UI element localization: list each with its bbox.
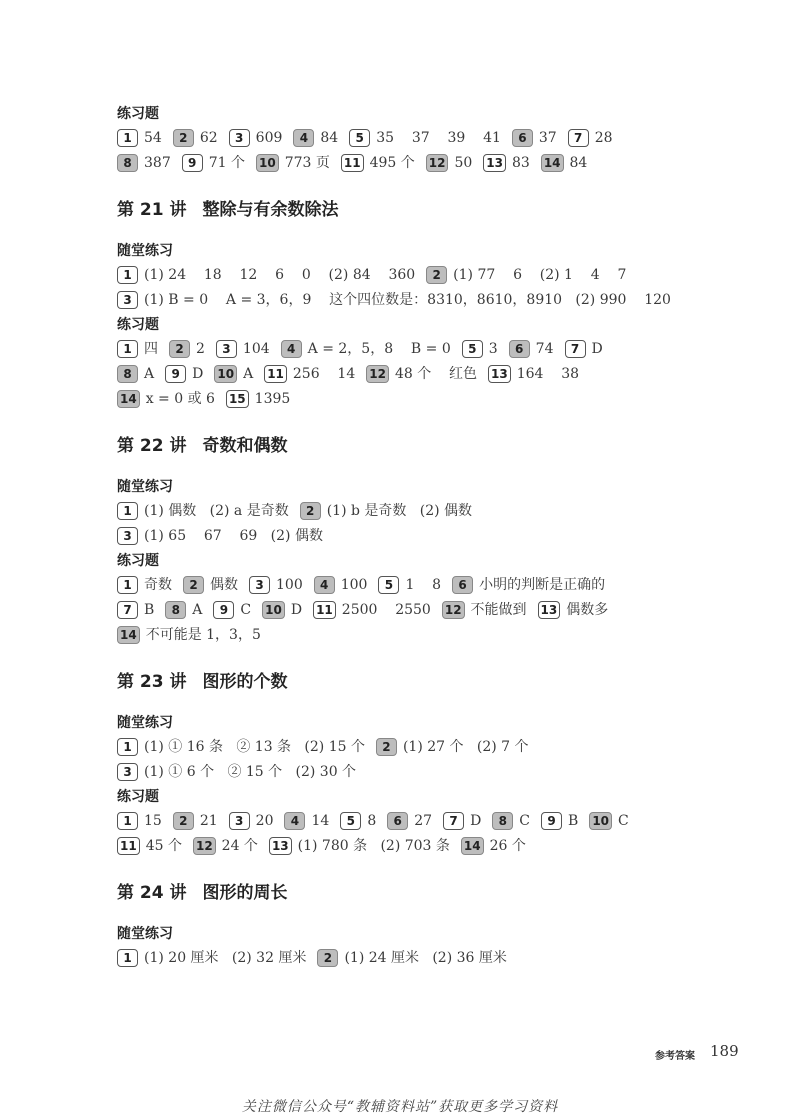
answer-item	[281, 337, 451, 362]
answer-item	[488, 362, 579, 387]
answer-text: (1) 24 厘米 (2) 36 厘米	[344, 950, 507, 966]
answer-item	[117, 126, 162, 151]
lecture-number: 第 24 讲	[117, 883, 187, 903]
answer-text: 3	[488, 341, 498, 357]
question-number-badge: 1	[117, 812, 138, 830]
answer-item	[213, 598, 251, 623]
answer-text: 84	[569, 155, 588, 171]
answer-text: (1) 20 厘米 (2) 32 厘米	[144, 950, 307, 966]
question-number-badge: 5	[462, 340, 483, 358]
answer-item	[165, 598, 202, 623]
lecture-name: 图形的个数	[202, 672, 288, 692]
question-number-badge: 3	[229, 812, 250, 830]
answer-item	[452, 573, 605, 598]
footer-label: 参考答案	[655, 1051, 695, 1062]
question-number-badge: 1	[117, 738, 138, 756]
answer-text: (1) 77 6 (2) 1 4 7	[453, 267, 627, 283]
answer-item	[317, 946, 506, 971]
question-number-badge: 2	[317, 949, 338, 967]
answer-item	[269, 834, 450, 859]
question-number-badge: 4	[293, 129, 314, 147]
question-number-badge: 12	[426, 154, 449, 172]
answer-content	[117, 102, 717, 971]
answer-text: 83	[511, 155, 530, 171]
answer-item	[300, 499, 472, 524]
question-number-badge: 7	[568, 129, 589, 147]
answer-text: (1) 偶数 (2) a 是奇数	[144, 503, 289, 519]
answer-item	[117, 288, 671, 313]
question-number-badge: 12	[442, 601, 465, 619]
answer-item	[366, 362, 477, 387]
question-number-badge: 15	[226, 390, 249, 408]
answer-text: 48 个 红色	[394, 366, 478, 382]
question-number-badge: 3	[117, 763, 138, 781]
question-number-badge: 12	[366, 365, 389, 383]
answer-text: 100	[276, 577, 303, 593]
answer-item	[426, 151, 473, 176]
answer-item	[340, 809, 376, 834]
answer-item	[226, 387, 290, 412]
question-number-badge: 1	[117, 129, 138, 147]
question-number-badge: 5	[349, 129, 370, 147]
question-number-badge: 2	[376, 738, 397, 756]
answer-item	[509, 337, 554, 362]
answer-line	[117, 623, 717, 648]
answer-line	[117, 151, 717, 176]
answer-text: 37	[538, 130, 557, 146]
answer-text: 387	[144, 155, 171, 171]
lecture-number: 第 21 讲	[117, 200, 187, 220]
answer-item	[443, 809, 481, 834]
answer-item	[229, 809, 274, 834]
answer-item	[182, 151, 245, 176]
question-number-badge: 8	[165, 601, 186, 619]
question-number-badge: 12	[193, 837, 216, 855]
question-number-badge: 9	[165, 365, 186, 383]
answer-text: 1 8	[405, 577, 442, 593]
question-number-badge: 3	[216, 340, 237, 358]
question-number-badge: 7	[443, 812, 464, 830]
answer-text: C	[519, 813, 531, 829]
question-number-badge: 6	[512, 129, 533, 147]
answer-text: D	[290, 602, 303, 618]
question-number-badge: 13	[488, 365, 511, 383]
question-number-badge: 2	[169, 340, 190, 358]
exercise-heading: 随堂练习	[117, 479, 173, 495]
answer-text: 小明的判断是正确的	[479, 577, 606, 593]
answer-text: 84	[320, 130, 339, 146]
question-number-badge: 1	[117, 266, 138, 284]
answer-line	[117, 499, 717, 524]
answer-text: (1) B = 0 A = 3，6，9 这个四位数是：8310，8610，8910 (2) 990 120	[144, 292, 671, 308]
question-number-badge: 8	[117, 365, 138, 383]
question-number-badge: 3	[117, 291, 138, 309]
exercise-heading: 练习题	[117, 106, 159, 122]
question-number-badge: 9	[541, 812, 562, 830]
answer-text: (1) 65 67 69 (2) 偶数	[144, 528, 323, 544]
answer-text: 27	[414, 813, 433, 829]
answer-text: A	[243, 366, 254, 382]
answer-item	[589, 809, 628, 834]
answer-line	[117, 760, 717, 785]
answer-item	[216, 337, 270, 362]
question-number-badge: 10	[256, 154, 279, 172]
question-number-badge: 6	[387, 812, 408, 830]
answer-item	[461, 834, 526, 859]
answer-text: 71 个	[208, 155, 245, 171]
answer-text: 773 页	[284, 155, 330, 171]
answer-text: 奇数	[144, 577, 172, 593]
question-number-badge: 2	[426, 266, 447, 284]
answer-item	[229, 126, 283, 151]
exercise-heading: 练习题	[117, 553, 159, 569]
answer-text: 15	[144, 813, 162, 829]
answer-line	[117, 834, 717, 859]
answer-item	[117, 809, 162, 834]
exercise-heading: 随堂练习	[117, 926, 173, 942]
answer-text: A = 2，5，8 B = 0	[307, 341, 451, 357]
question-number-badge: 11	[313, 601, 336, 619]
question-number-badge: 4	[314, 576, 335, 594]
lecture-number: 第 23 讲	[117, 672, 187, 692]
question-number-badge: 5	[378, 576, 399, 594]
answer-text: 609	[255, 130, 283, 146]
answer-item	[117, 946, 306, 971]
question-number-badge: 14	[541, 154, 564, 172]
answer-item	[426, 263, 626, 288]
answer-text: 62	[199, 130, 218, 146]
lecture-section	[117, 102, 717, 176]
answer-text: (1) 27 个 (2) 7 个	[402, 739, 529, 755]
lecture-section	[117, 195, 717, 412]
lecture-number: 第 22 讲	[117, 436, 187, 456]
question-number-badge: 13	[483, 154, 506, 172]
answer-line	[117, 598, 717, 623]
answer-text: 35 37 39 41	[376, 130, 501, 146]
answer-text: 100	[340, 577, 368, 593]
question-number-badge: 1	[117, 502, 138, 520]
answer-line	[117, 809, 717, 834]
answer-item	[293, 126, 338, 151]
answer-text: 256 14	[292, 366, 356, 382]
answer-text: 21	[199, 813, 218, 829]
question-number-badge: 7	[565, 340, 586, 358]
answer-text: 20	[255, 813, 274, 829]
question-number-badge: 3	[249, 576, 270, 594]
answer-text: 偶数	[210, 577, 238, 593]
answer-item	[442, 598, 527, 623]
exercise-heading: 练习题	[117, 789, 159, 805]
question-number-badge: 4	[284, 812, 305, 830]
question-number-badge: 10	[214, 365, 237, 383]
answer-text: 104	[242, 341, 270, 357]
answer-item	[117, 524, 323, 549]
question-number-badge: 2	[173, 129, 194, 147]
question-number-badge: 11	[264, 365, 287, 383]
question-number-badge: 1	[117, 576, 138, 594]
answer-item	[462, 337, 498, 362]
answer-text: 50	[454, 155, 473, 171]
answer-item	[341, 151, 415, 176]
answer-text: (1) b 是奇数 (2) 偶数	[326, 503, 473, 519]
question-number-badge: 11	[341, 154, 364, 172]
answer-item	[169, 337, 205, 362]
question-number-badge: 4	[281, 340, 302, 358]
question-number-badge: 1	[117, 949, 138, 967]
answer-text: 不能做到	[470, 602, 527, 618]
question-number-badge: 5	[340, 812, 361, 830]
answer-item	[492, 809, 530, 834]
answer-item	[313, 598, 431, 623]
question-number-badge: 9	[213, 601, 234, 619]
answer-item	[173, 809, 218, 834]
answer-item	[378, 573, 441, 598]
answer-item	[214, 362, 253, 387]
page-number: 189	[710, 1042, 739, 1060]
answer-text: B	[568, 813, 579, 829]
question-number-badge: 7	[117, 601, 138, 619]
answer-item	[117, 735, 365, 760]
lecture-title	[117, 878, 717, 908]
answer-item	[117, 623, 261, 648]
answer-text: C	[618, 813, 629, 829]
question-number-badge: 2	[183, 576, 204, 594]
lecture-section	[117, 878, 717, 971]
answer-item	[249, 573, 303, 598]
answer-text: (1) 24 18 12 6 0 (2) 84 360	[144, 267, 416, 283]
answer-item	[262, 598, 302, 623]
answer-text: 8	[367, 813, 377, 829]
answer-item	[541, 151, 588, 176]
question-number-badge: 14	[117, 626, 140, 644]
answer-text: 2500 2550	[341, 602, 431, 618]
answer-text: 74	[535, 341, 554, 357]
answer-text: D	[192, 366, 204, 382]
question-number-badge: 1	[117, 340, 138, 358]
lecture-title	[117, 431, 717, 461]
answer-line	[117, 362, 717, 387]
answer-item	[349, 126, 501, 151]
answer-line	[117, 387, 717, 412]
answer-text: 1395	[254, 391, 291, 407]
answer-line	[117, 573, 717, 598]
answer-text: D	[591, 341, 603, 357]
answer-text: 四	[144, 341, 158, 357]
question-number-badge: 10	[589, 812, 612, 830]
answer-line	[117, 946, 717, 971]
answer-text: (1) 780 条 (2) 703 条	[297, 838, 450, 854]
answer-text: B	[144, 602, 155, 618]
answer-item	[314, 573, 368, 598]
watermark-text: 关注微信公众号“教辅资料站”获取更多学习资料	[241, 1099, 559, 1115]
answer-text: 54	[144, 130, 162, 146]
answer-line	[117, 524, 717, 549]
answer-line	[117, 337, 717, 362]
answer-text: 24 个	[221, 838, 258, 854]
answer-item	[387, 809, 432, 834]
answer-text: (1) ① 16 条 ② 13 条 (2) 15 个	[144, 739, 365, 755]
question-number-badge: 2	[300, 502, 321, 520]
answer-item	[165, 362, 203, 387]
answer-line	[117, 735, 717, 760]
answer-item	[117, 263, 415, 288]
question-number-badge: 10	[262, 601, 285, 619]
answer-item	[117, 337, 158, 362]
answer-text: 28	[594, 130, 613, 146]
answer-text: C	[240, 602, 252, 618]
answer-item	[568, 126, 613, 151]
exercise-heading: 随堂练习	[117, 715, 173, 731]
answer-text: A	[144, 366, 155, 382]
question-number-badge: 13	[269, 837, 292, 855]
exercise-heading: 随堂练习	[117, 243, 173, 259]
answer-item	[565, 337, 603, 362]
answer-text: A	[192, 602, 203, 618]
question-number-badge: 3	[229, 129, 250, 147]
answer-line	[117, 263, 717, 288]
answer-item	[117, 387, 215, 412]
question-number-badge: 14	[461, 837, 484, 855]
question-number-badge: 13	[538, 601, 561, 619]
answer-item	[183, 573, 238, 598]
question-number-badge: 8	[492, 812, 513, 830]
answer-item	[512, 126, 557, 151]
answer-line	[117, 126, 717, 151]
answer-item	[284, 809, 329, 834]
lecture-name: 整除与有余数除法	[202, 200, 339, 220]
lecture-title	[117, 195, 717, 225]
answer-text: x = 0 或 6	[145, 391, 215, 407]
answer-text: 偶数多	[566, 602, 609, 618]
answer-item	[541, 809, 578, 834]
answer-item	[483, 151, 530, 176]
answer-item	[538, 598, 609, 623]
question-number-badge: 14	[117, 390, 140, 408]
answer-line	[117, 288, 717, 313]
answer-text: 2	[196, 341, 205, 357]
answer-item	[117, 499, 289, 524]
lecture-name: 图形的周长	[202, 883, 288, 903]
answer-item	[117, 573, 172, 598]
question-number-badge: 6	[452, 576, 473, 594]
answer-item	[117, 598, 154, 623]
lecture-section	[117, 431, 717, 648]
answer-text: 26 个	[489, 838, 526, 854]
answer-text: 495 个	[369, 155, 415, 171]
question-number-badge: 9	[182, 154, 203, 172]
answer-text: (1) ① 6 个 ② 15 个 (2) 30 个	[144, 764, 357, 780]
answer-item	[376, 735, 529, 760]
answer-item	[117, 151, 171, 176]
answer-item	[173, 126, 218, 151]
answer-text: 45 个	[145, 838, 182, 854]
question-number-badge: 3	[117, 527, 138, 545]
answer-item	[256, 151, 330, 176]
answer-text: D	[470, 813, 482, 829]
answer-text: 不可能是 1，3，5	[145, 627, 261, 643]
answer-item	[117, 834, 182, 859]
answer-item	[193, 834, 258, 859]
question-number-badge: 2	[173, 812, 194, 830]
answer-text: 14	[311, 813, 330, 829]
answer-item	[117, 760, 356, 785]
question-number-badge: 11	[117, 837, 140, 855]
answer-item	[117, 362, 154, 387]
answer-item	[264, 362, 355, 387]
question-number-badge: 8	[117, 154, 138, 172]
exercise-heading: 练习题	[117, 317, 159, 333]
lecture-title	[117, 667, 717, 697]
answer-text: 164 38	[516, 366, 580, 382]
lecture-section	[117, 667, 717, 859]
lecture-name: 奇数和偶数	[202, 436, 288, 456]
question-number-badge: 6	[509, 340, 530, 358]
